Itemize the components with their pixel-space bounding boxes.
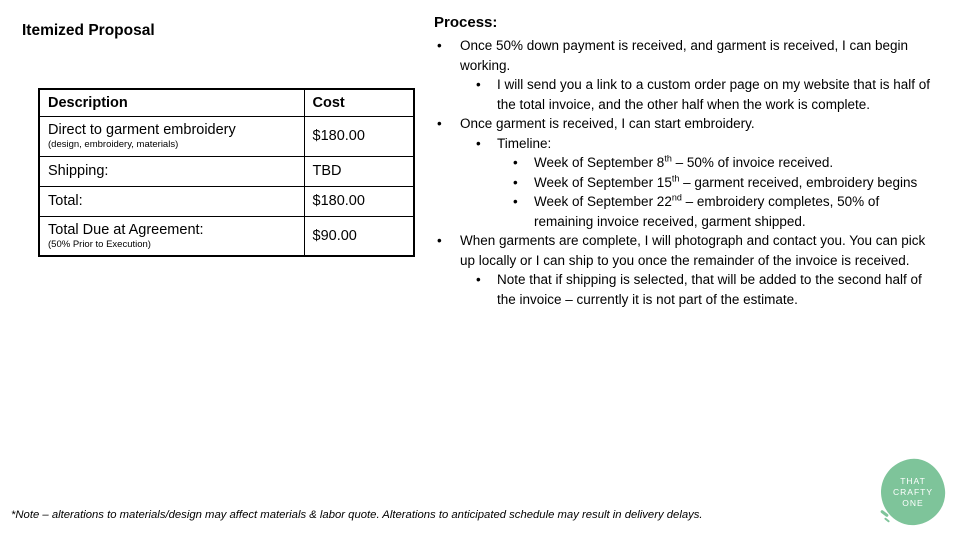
bullet-marker-icon: • — [476, 272, 481, 287]
bullet-marker-icon: • — [437, 38, 442, 53]
bullet-item — [434, 231, 937, 270]
row-cost: $180.00 — [304, 186, 414, 216]
bullet-item — [510, 173, 937, 193]
bullet-text: When garments are complete, I will photograph and contact you. You can pick up locally or I can ship to you once the remainder of the invoice is received. — [460, 233, 926, 268]
bullet-text: Week of September 15th – garment received, embroidery begins — [534, 173, 918, 190]
bullet-item — [434, 114, 937, 134]
row-description: Total: — [48, 193, 83, 209]
process-section — [434, 13, 937, 309]
bullet-item — [434, 36, 937, 75]
bullet-marker-icon: • — [437, 116, 442, 131]
bullet-text: Week of September 8th – 50% of invoice received. — [534, 153, 834, 170]
bullet-marker-icon: • — [476, 77, 481, 92]
row-cost: $90.00 — [304, 216, 414, 256]
column-header-description: Description — [39, 89, 304, 116]
row-description-subtext: (50% Prior to Execution) — [48, 238, 151, 250]
row-description: Total Due at Agreement: — [48, 221, 204, 238]
logo-line: CRAFTY — [893, 486, 933, 497]
bullet-text: Once 50% down payment is received, and garment is received, I can begin working. — [460, 38, 908, 73]
row-cost: $180.00 — [304, 116, 414, 156]
bullet-text: Note that if shipping is selected, that will be added to the second half of the invoice – currently it is not part of the estimate. — [497, 272, 922, 307]
logo-text — [881, 459, 945, 525]
row-description: Direct to garment embroidery — [48, 122, 236, 138]
row-description-subtext: (design, embroidery, materials) — [48, 139, 179, 150]
bullet-marker-icon: • — [513, 174, 518, 190]
table-row — [39, 156, 414, 186]
bullet-marker-icon: • — [513, 155, 518, 170]
row-description: Shipping: — [48, 163, 109, 179]
bullet-text: I will send you a link to a custom order page on my website that is half of the total invoice, and the other half when the work is complete. — [497, 77, 930, 112]
bullet-item — [510, 153, 937, 173]
table-row — [39, 216, 414, 256]
bullet-text: Week of September 22nd – embroidery completes, 50% of remaining invoice received, garment shipped. — [534, 192, 880, 229]
row-cost: TBD — [304, 156, 414, 186]
bullet-item — [473, 134, 937, 154]
logo-line: ONE — [902, 497, 924, 508]
logo-that-crafty-one — [881, 459, 945, 525]
column-header-cost: Cost — [304, 89, 414, 116]
bullet-marker-icon: • — [476, 135, 481, 151]
bullet-marker-icon: • — [513, 194, 518, 209]
table-header-row — [39, 89, 414, 116]
itemized-proposal-table — [38, 88, 415, 257]
bullet-text: Once garment is received, I can start embroidery. — [460, 116, 755, 131]
logo-line: THAT — [900, 475, 926, 486]
bullet-marker-icon: • — [437, 233, 442, 248]
table-row — [39, 186, 414, 216]
table-row — [39, 116, 414, 156]
bullet-item — [473, 270, 937, 309]
bullet-text: Timeline: — [497, 135, 552, 151]
page-title: Itemized Proposal — [22, 22, 155, 39]
footnote: *Note – alterations to materials/design may affect materials & labor quote. Alterations to anticipated schedule may result in delivery delays. — [11, 509, 703, 521]
bullet-item — [473, 75, 937, 114]
bullet-item — [510, 192, 937, 231]
process-heading: Process: — [434, 14, 498, 31]
